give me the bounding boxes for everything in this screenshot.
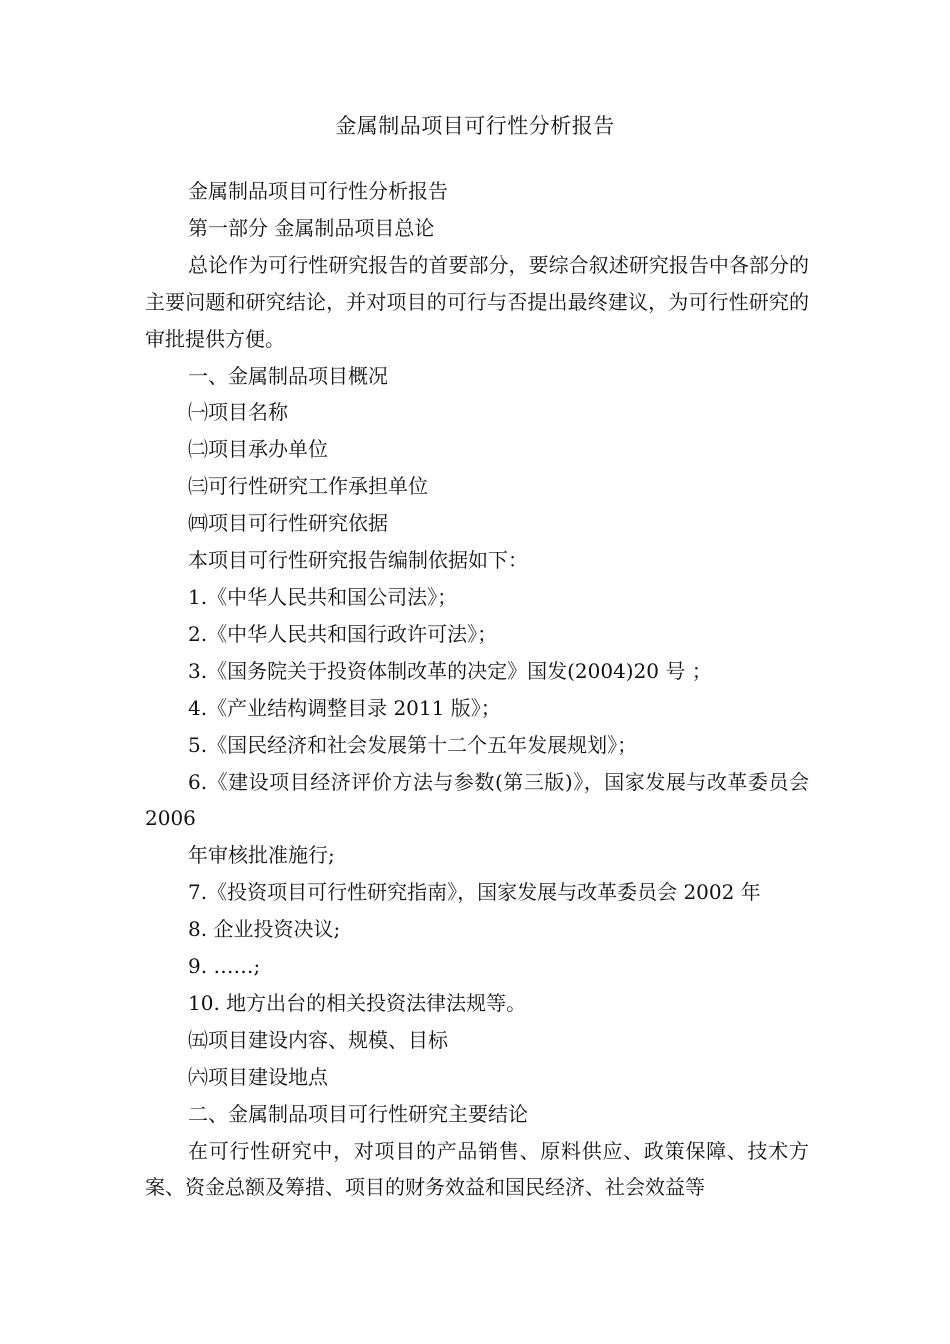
basis-item-6: 6.《建设项目经济评价方法与参数(第三版)》，国家发展与改革委员会 2006: [145, 769, 809, 831]
basis-item-10: 10. 地方出台的相关投资法律法规等。: [188, 990, 527, 1015]
list-item-research-unit: ㈢可行性研究工作承担单位: [188, 474, 428, 499]
basis-item-7: 7.《投资项目可行性研究指南》，国家发展与改革委员会 2002 年: [188, 880, 761, 905]
list-item-project-name: ㈠项目名称: [188, 400, 288, 425]
paragraph-1: 金属制品项目可行性分析报告: [188, 179, 448, 203]
basis-item-2: 2.《中华人民共和国行政许可法》；: [188, 621, 498, 646]
basis-item-8: 8. 企业投资决议;: [188, 917, 341, 942]
paragraph-conclusions: 在可行性研究中，对项目的产品销售、原料供应、政策保障、技术方案、资金总额及筹措、项目的财务效益和国民经济、社会效益等: [145, 1138, 809, 1200]
document-body: [145, 173, 809, 1206]
list-item-construction-content: ㈤项目建设内容、规模、目标: [188, 1027, 448, 1052]
paragraph-overview: 总论作为可行性研究报告的首要部分，要综合叙述研究报告中各部分的主要问题和研究结论，并对项目的可行与否提出最终建议，为可行性研究的审批提供方便。: [145, 252, 809, 351]
document-title: 金属制品项目可行性分析报告: [335, 114, 615, 138]
basis-item-1: 1.《中华人民共和国公司法》；: [188, 584, 458, 609]
basis-item-6-continued: 年审核批准施行;: [188, 843, 335, 868]
section-heading-part-one: 第一部分 金属制品项目总论: [188, 215, 435, 240]
basis-item-4: 4.《产业结构调整目录 2011 版》；: [188, 695, 501, 720]
paragraph-basis-intro: 本项目可行性研究报告编制依据如下：: [188, 548, 528, 573]
list-item-construction-site: ㈥项目建设地点: [188, 1064, 328, 1089]
basis-item-3: 3.《国务院关于投资体制改革的决定》国发(2004)20 号 ；: [188, 658, 712, 683]
section-heading-project-overview: 一、金属制品项目概况: [188, 363, 388, 388]
list-item-undertaking-unit: ㈡项目承办单位: [188, 437, 328, 462]
basis-item-5: 5.《国民经济和社会发展第十二个五年发展规划》；: [188, 732, 638, 757]
list-item-research-basis: ㈣项目可行性研究依据: [188, 511, 388, 536]
basis-item-9: 9. ……;: [188, 954, 261, 979]
section-heading-main-conclusions: 二、金属制品项目可行性研究主要结论: [188, 1101, 528, 1126]
